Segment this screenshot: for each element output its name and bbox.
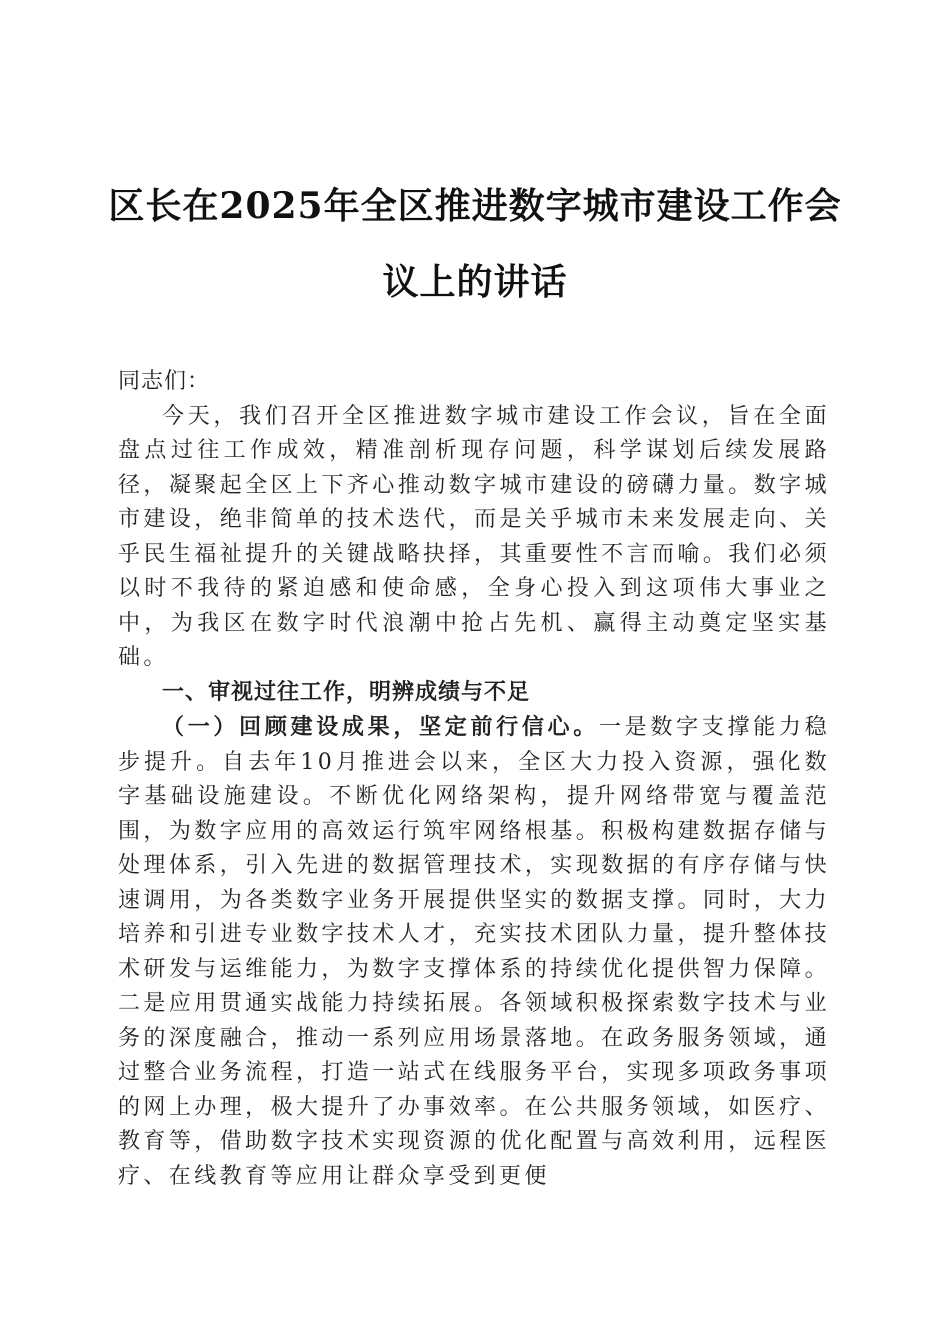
subsection-body: 一是数字支撑能力稳步提升。自去年10月推进会以来，全区大力投入资源，强化数字基础设施建设。不断优化网络架构，提升网络带宽与覆盖范围，为数字应用的高效运行筑牢网络根基。积极构建数据存储与处理体系，引入先进的数据管理技术，实现数据的有序存储与快速调用，为各类数字业务开展提供坚实的数据支撑。同时，大力培养和引进专业数字技术人才，充实技术团队力量，提升整体技术研发与运维能力，为数字支撑体系的持续优化提供智力保障。二是应用贯通实战能力持续拓展。各领域积极探索数字技术与业务的深度融合，推动一系列应用场景落地。在政务服务领域，通过整合业务流程，打造一站式在线服务平台，实现多项政务事项的网上办理，极大提升了办事效率。在公共服务领域，如医疗、教育等，借助数字技术实现资源的优化配置与高效利用，远程医疗、在线教育等应用让群众享受到更便 (118, 715, 830, 1189)
document-title: 区长在2025年全区推进数字城市建设工作会议上的讲话 (108, 185, 842, 303)
section-heading: 一、审视过往工作，明辨成绩与不足 (162, 679, 531, 705)
intro-paragraph: 今天，我们召开全区推进数字城市建设工作会议，旨在全面盘点过往工作成效，精准剖析现存问题，科学谋划后续发展路径，凝聚起全区上下齐心推动数字城市建设的磅礴力量。数字城市建设，绝非简单的技术迭代，而是关乎城市未来发展走向、关乎民生福祉提升的关键战略抉择，其重要性不言而喻。我们必须以时不我待的紧迫感和使命感，全身心投入到这项伟大事业之中，为我区在数字时代浪潮中抢占先机、赢得主动奠定坚实基础。 (118, 403, 830, 670)
subsection-paragraph (118, 710, 830, 1194)
subsection-heading: （一）回顾建设成果，坚定前行信心。 (162, 714, 599, 740)
salutation: 同志们： (118, 369, 211, 394)
document-body (118, 365, 830, 1194)
